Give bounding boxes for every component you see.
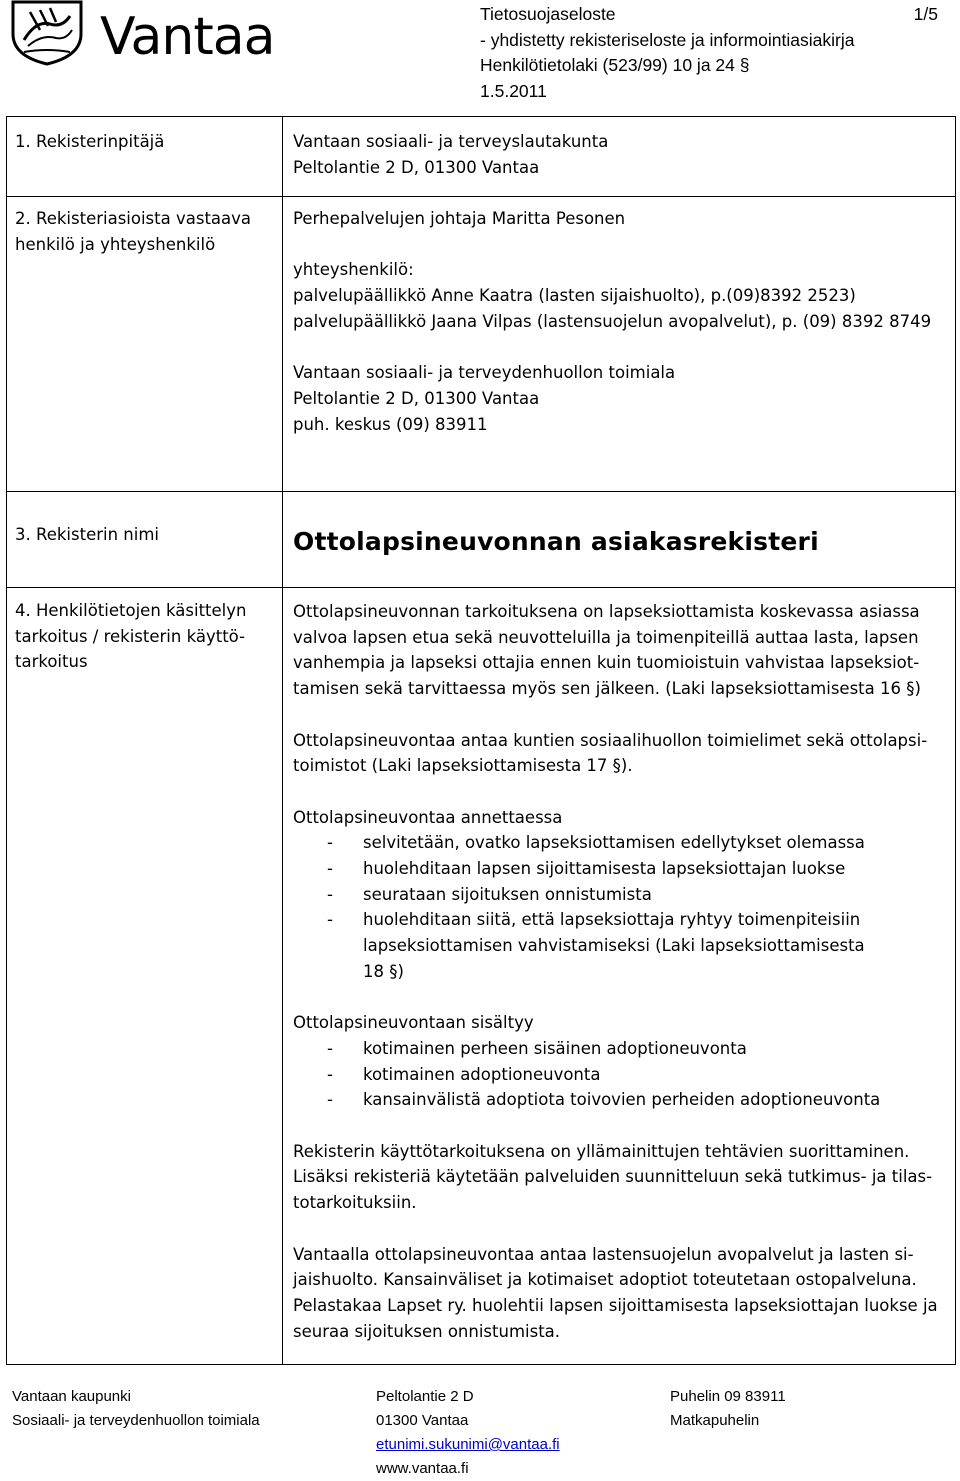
footer-street: Peltolantie 2 D — [376, 1388, 474, 1405]
purpose-list-intro: Ottolapsineuvontaa annettaessa — [293, 807, 563, 827]
footer-phone — [670, 1385, 786, 1433]
footer-address — [376, 1385, 560, 1481]
includes-list — [293, 1036, 948, 1113]
row-divider — [7, 196, 955, 197]
contact-person-2: palvelupäällikkö Jaana Vilpas (lastensuojelun avopalvelut), p. (09) 8392 8749 — [293, 311, 932, 331]
footer-organization — [12, 1385, 260, 1433]
section-1-content — [293, 129, 948, 180]
law-reference: Henkilötietolaki (523/99) 10 ja 24 § — [480, 55, 750, 75]
controller-address: Peltolantie 2 D, 01300 Vantaa — [293, 157, 540, 177]
responsible-person: Perhepalvelujen johtaja Maritta Pesonen — [293, 209, 626, 228]
list-item: - kotimainen adoptioneuvonta — [293, 1062, 948, 1088]
footer-mobile: Matkapuhelin — [670, 1412, 760, 1429]
footer-email-link[interactable]: etunimi.sukunimi@vantaa.fi — [376, 1436, 560, 1453]
document-date: 1.5.2011 — [480, 80, 547, 101]
document-subtitle: - yhdistetty rekisteriseloste ja informointiasiakirja — [480, 29, 855, 50]
register-name: Ottolapsineuvonnan asiakasrekisteri — [293, 527, 819, 556]
row-divider — [7, 491, 955, 492]
row-divider — [7, 587, 955, 588]
purpose-paragraph-5: Rekisterin käyttötarkoituksena on yllämainittujen tehtävien suorittaminen. Lisäksi rekisteriä käytetään palveluiden suunnitteluun sekä tutkimus- ja tilas-totarkoituksiin. — [293, 1141, 933, 1213]
purpose-paragraph-6: Vantaalla ottolapsineuvontaa antaa lastensuojelun avopalvelut ja lasten si-jaishuolto. Kansainväliset ja kotimaiset adoptiot toteutetaan ostopalveluna. Pelastakaa Lapset ry. huolehtii lapsen sijoittamisesta lapseksiottajan luokse ja seuraa sijoituksen onnistumista. — [293, 1244, 938, 1341]
list-item: - huolehditaan siitä, että lapseksiottaja ryhtyy toimenpiteisiin lapseksiottamisen vahvistamiseksi (Laki lapseksiottamisesta 18 §) — [293, 907, 948, 984]
footer-postal: 01300 Vantaa — [376, 1412, 469, 1429]
purpose-paragraph-2: Ottolapsineuvontaa antaa kuntien sosiaalihuollon toimielimet sekä ottolapsi-toimistot (Laki lapseksiottamisesta 17 §). — [293, 730, 928, 776]
register-table — [6, 116, 956, 1365]
controller-name: Vantaan sosiaali- ja terveyslautakunta — [293, 132, 609, 151]
list-item: - seurataan sijoituksen onnistumista — [293, 882, 948, 908]
document-header — [480, 2, 950, 104]
list-item: - selvitetään, ovatko lapseksiottamisen edellytykset olemassa — [293, 830, 948, 856]
list-item: - kotimainen perheen sisäinen adoptioneuvonta — [293, 1036, 948, 1062]
section-3-label: 3. Rekisterin nimi — [15, 525, 159, 544]
section-4-label: 4. Henkilötietojen käsittelyn tarkoitus / rekisterin käyttö-tarkoitus — [15, 601, 247, 671]
contact-person-1: palvelupäällikkö Anne Kaatra (lasten sijaishuolto), p.(09)8392 2523) — [293, 286, 856, 306]
section-2-content — [293, 206, 948, 437]
includes-list-intro: Ottolapsineuvontaan sisältyy — [293, 1013, 534, 1033]
section-2-label: 2. Rekisteriasioista vastaava henkilö ja yhteyshenkilö — [15, 209, 252, 254]
contact-heading: yhteyshenkilö: — [293, 260, 414, 280]
section-4-content — [293, 599, 948, 1344]
footer-city: Vantaan kaupunki — [12, 1388, 131, 1405]
purpose-paragraph-1: Ottolapsineuvonnan tarkoituksena on lapseksiottamista koskevassa asiassa valvoa lapsen etua sekä neuvotteluilla ja toimenpiteillä auttaa lasta, lapsen vanhempia ja lapseksi ottajia ennen kuin tuomioistuin vahvistaa lapseksiot-tamisen sekä tarvittaessa myös sen jälkeen. (Laki lapseksiottamisesta 16 §) — [293, 602, 921, 699]
list-item: - huolehditaan lapsen sijoittamisesta lapseksiottajan luokse — [293, 856, 948, 882]
coat-of-arms-icon — [10, 0, 84, 66]
footer-web[interactable]: www.vantaa.fi — [376, 1460, 469, 1477]
purpose-list — [293, 830, 948, 984]
document-title: Tietosuojaseloste — [480, 4, 616, 24]
footer-department: Sosiaali- ja terveydenhuollon toimiala — [12, 1412, 260, 1429]
organization-phone: puh. keskus (09) 83911 — [293, 414, 488, 434]
organization-address: Peltolantie 2 D, 01300 Vantaa — [293, 388, 540, 408]
section-1-label: 1. Rekisterinpitäjä — [15, 132, 165, 151]
column-divider — [282, 117, 283, 1364]
footer-phone-number: Puhelin 09 83911 — [670, 1388, 786, 1405]
organization-name: Vantaan sosiaali- ja terveydenhuollon toimiala — [293, 363, 676, 383]
brand-logo: Vantaa — [100, 7, 275, 67]
list-item: - kansainvälistä adoptiota toivovien perheiden adoptioneuvonta — [293, 1087, 948, 1113]
page-number: 1/5 — [913, 4, 938, 24]
